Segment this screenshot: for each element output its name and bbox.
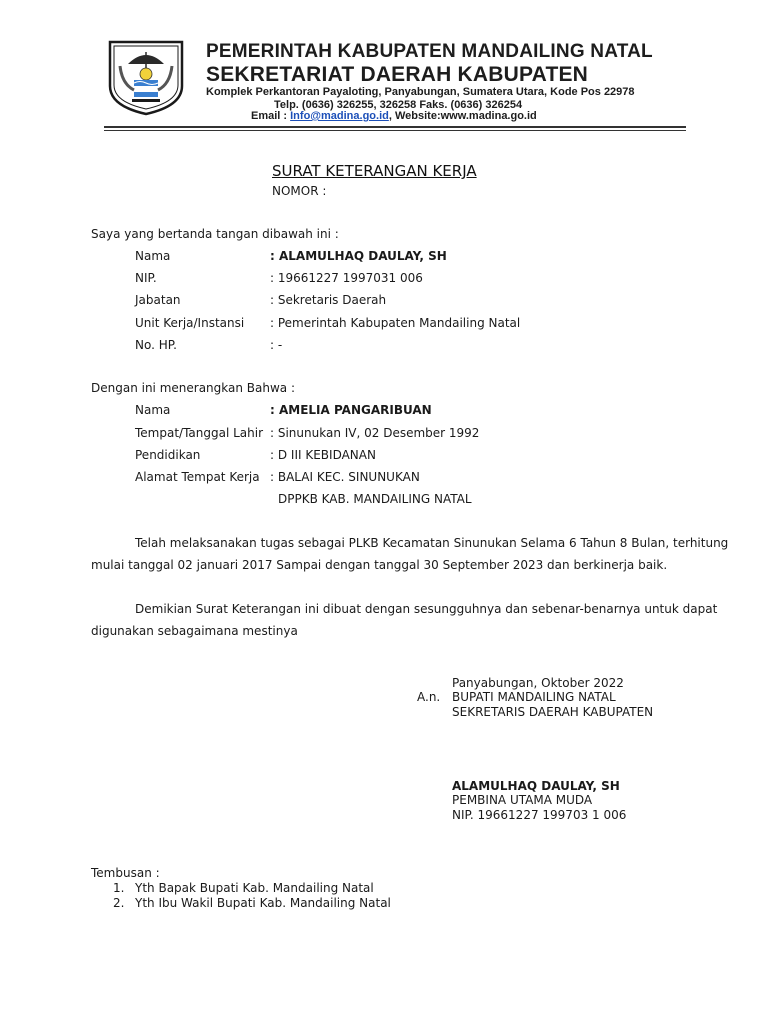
signatory-name-value: : ALAMULHAQ DAULAY, SH: [270, 249, 447, 263]
signature-place-date: Panyabungan, Oktober 2022: [452, 676, 624, 690]
signatory-intro: Saya yang bertanda tangan dibawah ini :: [91, 227, 339, 241]
signatory-nip-label: NIP.: [135, 271, 157, 285]
employee-birth-value: : Sinunukan IV, 02 Desember 1992: [270, 426, 480, 440]
signature-position: SEKRETARIS DAERAH KABUPATEN: [452, 705, 654, 719]
signature-an-label: A.n.: [417, 690, 441, 704]
email-label: Email :: [251, 110, 291, 122]
letterhead-government: PEMERINTAH KABUPATEN MANDAILING NATAL: [206, 41, 653, 62]
document-number: NOMOR :: [272, 184, 327, 198]
cc-item-1-number: 1.: [113, 881, 125, 895]
employee-workplace-value: : BALAI KEC. SINUNUKAN: [270, 470, 420, 484]
employee-birth-label: Tempat/Tanggal Lahir: [135, 426, 264, 440]
letterhead-rule-thin: [104, 130, 686, 131]
employee-workplace-line2: DPPKB KAB. MANDAILING NATAL: [278, 492, 472, 506]
signature-name: ALAMULHAQ DAULAY, SH: [452, 779, 620, 793]
employee-name-label: Nama: [135, 403, 171, 417]
paragraph1-line2: mulai tanggal 02 januari 2017 Sampai dengan tanggal 30 September 2023 dan berkinerja baik.: [91, 558, 668, 572]
letterhead-secretariat: SEKRETARIAT DAERAH KABUPATEN: [206, 63, 589, 86]
signatory-nip-value: : 19661227 1997031 006: [270, 271, 423, 285]
signatory-unit-label: Unit Kerja/Instansi: [135, 316, 245, 330]
signatory-unit-value: : Pemerintah Kabupaten Mandailing Natal: [270, 316, 521, 330]
paragraph2-line2: digunakan sebagaimana mestinya: [91, 624, 298, 638]
employee-name-value: : AMELIA PANGARIBUAN: [270, 403, 432, 417]
signatory-position-value: : Sekretaris Daerah: [270, 293, 387, 307]
signature-nip: NIP. 19661227 199703 1 006: [452, 808, 627, 822]
signatory-phone-value: : -: [270, 338, 283, 352]
paragraph1-line1: Telah melaksanakan tugas sebagai PLKB Kecamatan Sinunukan Selama 6 Tahun 8 Bulan, terhitung: [135, 536, 729, 550]
document-title: SURAT KETERANGAN KERJA: [272, 162, 477, 180]
cc-label: Tembusan :: [91, 866, 160, 880]
employee-education-label: Pendidikan: [135, 448, 201, 462]
employee-education-value: : D III KEBIDANAN: [270, 448, 376, 462]
employee-workplace-label: Alamat Tempat Kerja: [135, 470, 260, 484]
email-link[interactable]: Info@madina.go.id: [290, 110, 389, 122]
employee-intro: Dengan ini menerangkan Bahwa :: [91, 381, 296, 395]
cc-item-2-text: Yth Ibu Wakil Bupati Kab. Mandailing Natal: [135, 896, 391, 910]
website-text: , Website:www.madina.go.id: [388, 110, 537, 122]
paragraph2-line1: Demikian Surat Keterangan ini dibuat dengan sesungguhnya dan sebenar-benarnya untuk dapat: [135, 602, 718, 616]
letterhead-address: Komplek Perkantoran Payaloting, Panyabungan, Sumatera Utara, Kode Pos 22978: [206, 86, 635, 98]
letterhead-rule-thick: [104, 126, 686, 128]
signatory-name-label: Nama: [135, 249, 171, 263]
cc-item-1-text: Yth Bapak Bupati Kab. Mandailing Natal: [135, 881, 374, 895]
cc-item-2-number: 2.: [113, 896, 125, 910]
letterhead-contact: [251, 110, 537, 122]
signature-on-behalf: BUPATI MANDAILING NATAL: [452, 690, 616, 704]
signatory-position-label: Jabatan: [135, 293, 181, 307]
regency-coat-of-arms-icon: [104, 36, 188, 116]
signature-rank: PEMBINA UTAMA MUDA: [452, 793, 593, 807]
signatory-phone-label: No. HP.: [135, 338, 177, 352]
letterhead-phone: Telp. (0636) 326255, 326258 Faks. (0636) 326254: [274, 99, 523, 111]
